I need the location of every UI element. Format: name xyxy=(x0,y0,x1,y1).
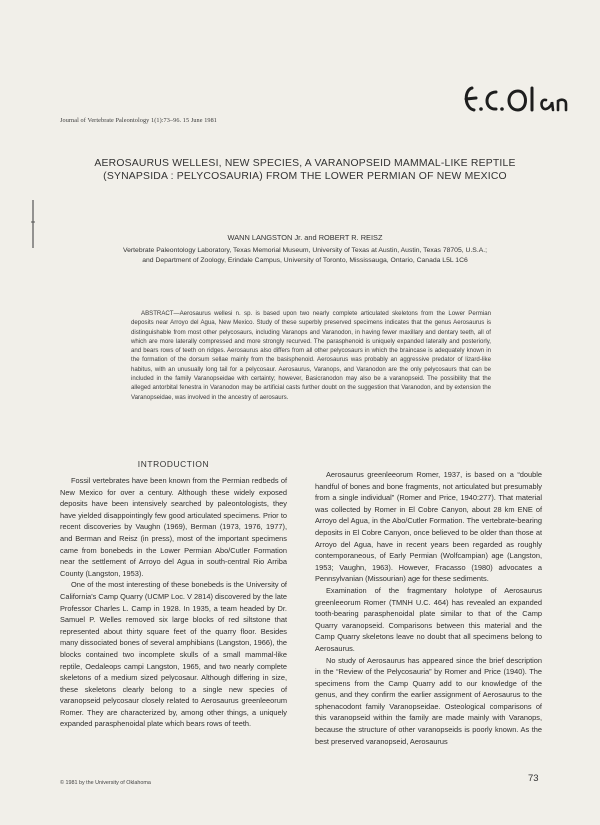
right-column xyxy=(315,469,542,747)
author-affiliation: Vertebrate Paleontology Laboratory, Texas Memorial Museum, University of Texas at Austin, Austin, Texas 78705, U.S.A.; and Department of Zoology, Erindale Campus, University of Toronto, Mississauga, Ontario, Canada L5L 1C6 xyxy=(122,247,488,264)
left-column xyxy=(60,475,287,730)
right-paragraph-1: Aerosaurus greenleeorum Romer, 1937, is based on a “double handful of bones and bone fragments, not articulated but presumably from a single individual” (Romer and Price, 1940:277). That material was collected by Romer in El Cobre Canyon, about 28 km ENE of Arroyo del Agua, in the Abo/Cutler Formation. The vertebrate-bearing deposits in El Cobre Canyon, once believed to be older than those at Arroyo del Agua, have in recent years been regarded as roughly contemporaneous, of Early Permian (Wolfcampian) age (Langston, 1953; Vaughn, 1963). However, Fracasso (1980) advocates a Pennsylvanian (Missourian) age for these sediments. xyxy=(315,470,542,584)
left-paragraph-1: Fossil vertebrates have been known from the Permian redbeds of New Mexico for over a century. Although these widely exposed deposits have been intensively searched by paleontologists, they have yielded disappointingly few good articulated specimens. Prior to recent discoveries by Vaughn (1969), Berman (1973, 1976, 1977), and Berman and Reisz (in press), most of the important specimens came from bonebeds in the Lower Permian Abo/Cutler Formation near the settlement of Arroyo del Agua in south-central Rio Arriba County (Langston, 1953). xyxy=(60,476,287,578)
author-list: WANN LANGSTON Jr. and ROBERT R. REISZ xyxy=(227,233,383,242)
journal-citation: Journal of Vertebrate Paleontology 1(1):73–96. 15 June 1981 xyxy=(60,117,218,124)
margin-mark xyxy=(30,200,36,248)
page-number: 73 xyxy=(528,773,539,784)
section-heading-introduction: INTRODUCTION xyxy=(137,459,210,469)
handwritten-signature xyxy=(462,82,570,116)
abstract xyxy=(131,309,491,402)
abstract-label: ABSTRACT— xyxy=(141,310,180,317)
left-paragraph-2: One of the most interesting of these bonebeds is the University of California's Camp Quarry (UCMP Loc. V 2814) discovered by the late Professor Charles L. Camp in 1928. In 1935, a team headed by Dr. Samuel P. Welles removed six large blocks of red siltstone that represented about thirty square feet of the quarry floor. Besides many dissociated bones of several amphibians (Langston, 1966), the blocks contained two incomplete skulls of a small mammal-like reptile, Oedaleops campi Langston, 1965, and two nearly complete skeletons of a medium sized pelycosaur. Although differing in size, these skeletons clearly belong to a single new species of varanopseid pelycosaur closely related to Aerosaurus greenleeorum Romer. They are characterized by, among other things, a uniquely expanded parasphenoidal plate which bears rows of teeth. xyxy=(60,580,287,729)
article-title: AEROSAURUS WELLESI, NEW SPECIES, A VARANOPSEID MAMMAL-LIKE REPTILE (SYNAPSIDA : PELYCOSAURIA) FROM THE LOWER PERMIAN OF NEW MEXICO xyxy=(94,158,516,182)
right-paragraph-2: Examination of the fragmentary holotype of Aerosaurus greenleeorum Romer (TMNH U.C. 464) has revealed an expanded tooth-bearing parasphenoidal plate similar to that of the Camp Quarry varanopseid. Comparisons between this material and the Camp Quarry skeletons leave no doubt that all specimens belong to Aerosaurus. xyxy=(315,585,542,653)
abstract-text: Aerosaurus wellesi n. sp. is based upon two nearly complete articulated skeletons from the Lower Permian deposits near Arroyo del Agua, New Mexico. Study of these superbly preserved specimens indicates that the genus Aerosaurus is distinguishable from most other pelycosaurs, including Varanops and Varanodon, in having fewer maxillary and dentary teeth, all of which are more laterally compressed and more strongly recurved. The parasphenoid is uniquely expanded laterally and posteriorly, and bears rows of teeth on ridges. Aerosaurus also differs from all other pelycosaurs in which the braincase is adequately known in the formation of the dorsum sellae mainly from the basisphenoid. Aerosaurus was probably an aggressive predator of lizard-like habitus, with an unusually long tail for a pelycosaur. Aerosaurus, Varanops, and Varanodon are the only pelycosaurs that can be included in the family Varanopseidae with certainty; however, Basicranodon may also be a varanopseid. The possibility that the alleged antorbital fenestra in Varanodon may be artificial casts further doubt on the suggestion that Varanodon, and by extension the Varanopseidae, was involved in the ancestry of aerosaurs. xyxy=(131,310,491,401)
copyright-notice: © 1981 by the University of Oklahoma xyxy=(60,780,151,786)
right-paragraph-3: No study of Aerosaurus has appeared since the brief description in the “Review of the Pelycosauria” by Romer and Price (1940). The specimens from the Camp Quarry add to our knowledge of the genus, and they confirm the earlier assignment of Aerosaurus to the sphenacodont family Varanopseidae. Osteological comparisons of this varanopseid within the family are made mainly with Varanops, because the structure of other varanopseids is poorly known. As the best preserved varanopseid, Aerosaurus xyxy=(315,655,542,746)
